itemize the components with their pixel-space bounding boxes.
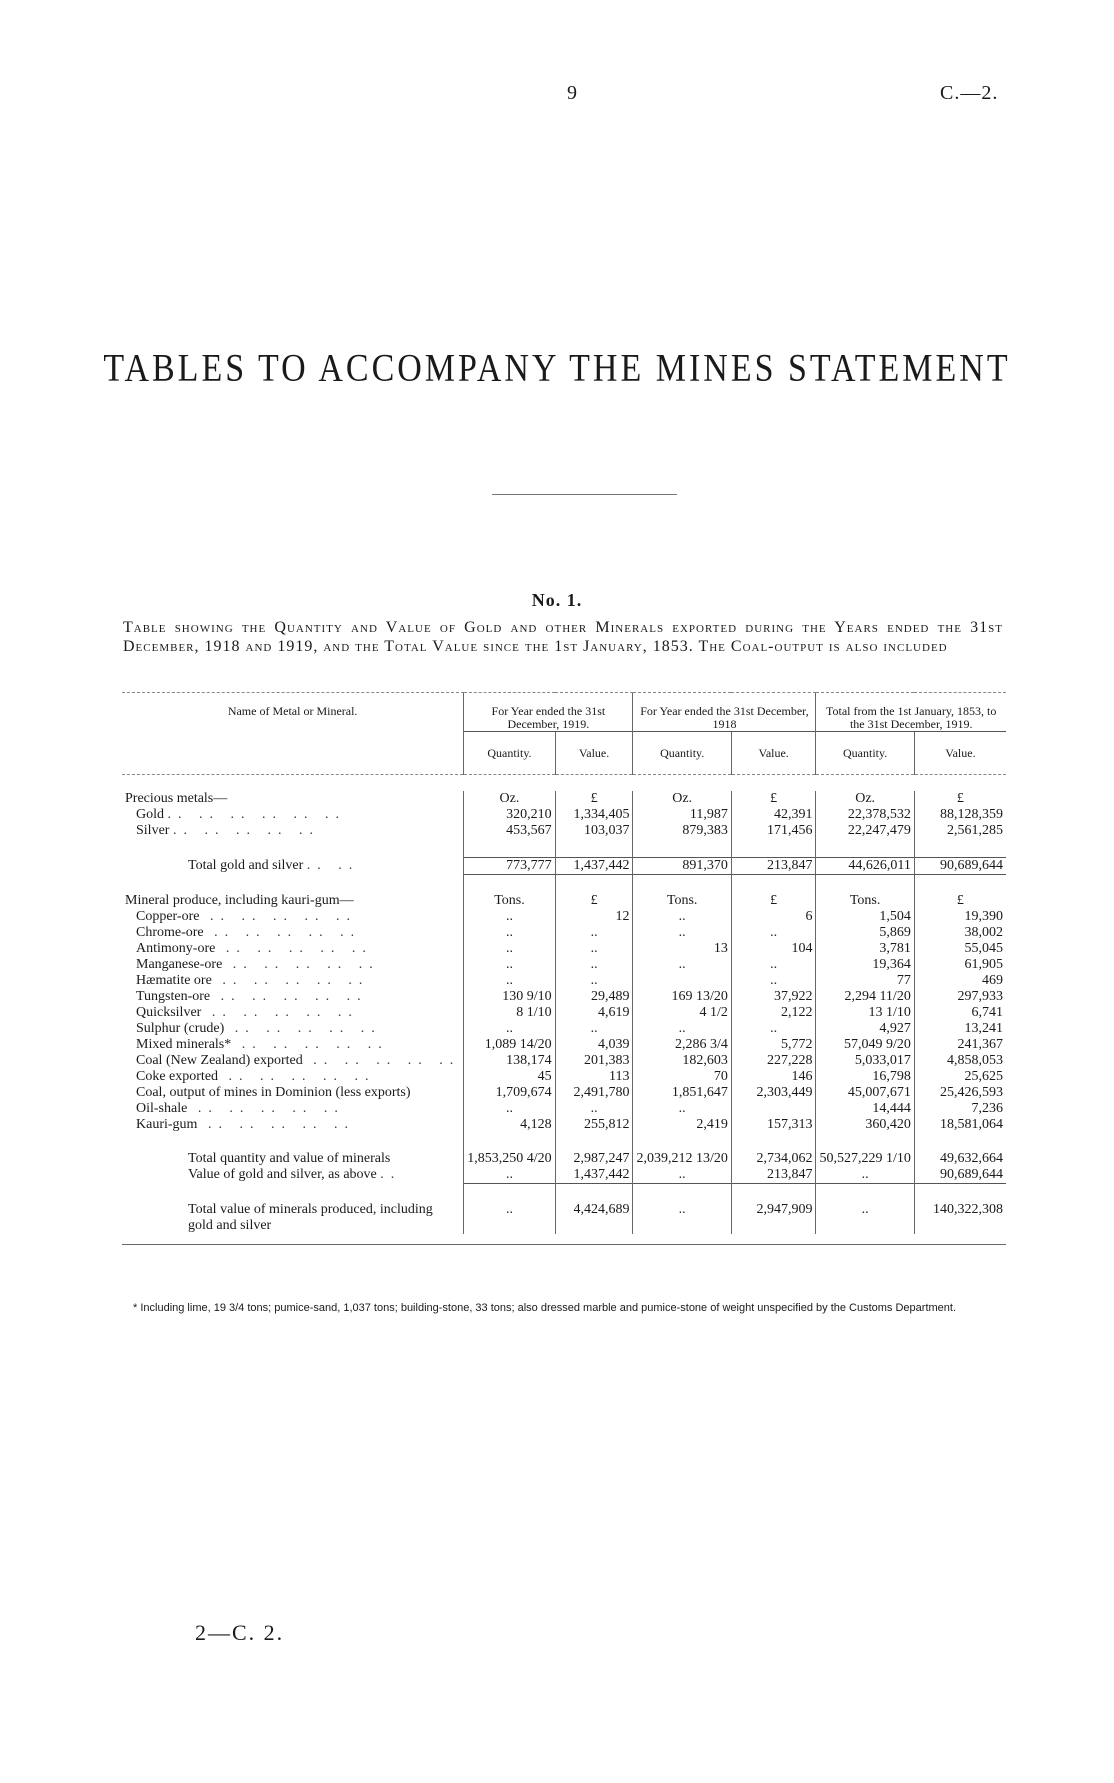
row-label: Manganese-ore .. .. .. .. .. — [136, 957, 380, 972]
unit-label: £ — [731, 893, 816, 909]
cell-value-1919: .. — [555, 973, 633, 989]
table-caption: Table showing the Quantity and Value of Gold and other Minerals exported during the Years ended the 31st December, 1918 and 1919, and the Total Value since the 1st January, 1853. The Coal-output is also included — [123, 619, 1003, 655]
group-header-1918: For Year ended the 31st December, 1918 — [633, 693, 816, 732]
table-row — [122, 925, 1006, 941]
cell-value-total: 7,236 — [914, 1101, 1006, 1117]
cell-value-1918: .. — [731, 973, 816, 989]
column-header-name: Name of Metal or Mineral. — [227, 704, 358, 718]
cell-value-1918: 2,122 — [731, 1005, 816, 1021]
page-title: TABLES TO ACCOMPANY THE MINES STATEMENT — [103, 347, 1011, 390]
table-row — [122, 1053, 1006, 1069]
section-heading-row — [122, 893, 1006, 909]
cell-quantity-total: 4,927 — [816, 1021, 914, 1037]
cell-quantity-1919: .. — [464, 1021, 555, 1037]
subheader-value-total: Value. — [914, 732, 1006, 775]
cell-value-1918: 2,303,449 — [731, 1085, 816, 1101]
cell-value-1919: 201,383 — [555, 1053, 633, 1069]
table-group-header-row — [122, 693, 1006, 732]
cell-value-total: 90,689,644 — [914, 1167, 1006, 1184]
row-label: Oil-shale .. .. .. .. .. — [136, 1101, 345, 1116]
cell-quantity-1918: .. — [633, 1101, 731, 1117]
row-label: Hæmatite ore .. .. .. .. .. — [136, 973, 370, 988]
row-label: Copper-ore .. .. .. .. .. — [136, 909, 357, 924]
cell-quantity-1918: 891,370 — [633, 858, 731, 875]
cell-value-1918: 2,947,909 — [731, 1202, 816, 1234]
cell-value-1918: 42,391 — [731, 807, 816, 823]
row-label: Total quantity and value of minerals — [188, 1151, 391, 1166]
cell-quantity-1919: 320,210 — [464, 807, 555, 823]
cell-quantity-total: 22,378,532 — [816, 807, 914, 823]
cell-quantity-total: 19,364 — [816, 957, 914, 973]
subheader-quantity-1918: Quantity. — [633, 732, 731, 775]
cell-value-1919: 4,039 — [555, 1037, 633, 1053]
grand-total-row — [122, 1202, 1006, 1234]
cell-quantity-1919: 8 1/10 — [464, 1005, 555, 1021]
cell-value-1918: 37,922 — [731, 989, 816, 1005]
cell-value-total: 25,426,593 — [914, 1085, 1006, 1101]
cell-value-1919: 113 — [555, 1069, 633, 1085]
cell-quantity-1919: 1,853,250 4/20 — [464, 1151, 555, 1167]
cell-value-total: 55,045 — [914, 941, 1006, 957]
row-label: Kauri-gum .. .. .. .. .. — [136, 1117, 355, 1132]
cell-value-1918: 171,456 — [731, 823, 816, 839]
cell-quantity-total: .. — [816, 1202, 914, 1234]
cell-quantity-total: 360,420 — [816, 1117, 914, 1133]
cell-quantity-1919: 45 — [464, 1069, 555, 1085]
table-row — [122, 909, 1006, 925]
section-heading-minerals: Mineral produce, including kauri-gum— — [125, 893, 354, 908]
cell-value-1919: .. — [555, 941, 633, 957]
table-row — [122, 1069, 1006, 1085]
cell-value-1918 — [731, 1101, 816, 1117]
cell-quantity-1918: 182,603 — [633, 1053, 731, 1069]
cell-quantity-1918: .. — [633, 1167, 731, 1184]
cell-value-1919: 2,987,247 — [555, 1151, 633, 1167]
row-label: Total value of minerals produced, including gold and silver — [188, 1202, 433, 1233]
total-row-minerals — [122, 1151, 1006, 1167]
subheader-quantity-1919: Quantity. — [464, 732, 555, 775]
subheader-value-1918: Value. — [731, 732, 816, 775]
cell-quantity-1918: .. — [633, 1021, 731, 1037]
table-row — [122, 989, 1006, 1005]
cell-value-1918: .. — [731, 1021, 816, 1037]
cell-value-1919: 4,619 — [555, 1005, 633, 1021]
group-header-total: Total from the 1st January, 1853, to the 31st December, 1919. — [816, 693, 1006, 732]
unit-label: £ — [555, 893, 633, 909]
cell-value-total: 6,741 — [914, 1005, 1006, 1021]
cell-quantity-1918: 4 1/2 — [633, 1005, 731, 1021]
cell-quantity-1918: .. — [633, 925, 731, 941]
unit-label: Tons. — [816, 893, 914, 909]
cell-quantity-total: 5,033,017 — [816, 1053, 914, 1069]
cell-value-total: 88,128,359 — [914, 807, 1006, 823]
cell-value-1918: .. — [731, 925, 816, 941]
cell-quantity-1919: 4,128 — [464, 1117, 555, 1133]
cell-quantity-total: 13 1/10 — [816, 1005, 914, 1021]
row-label: Coke exported .. .. .. .. .. — [136, 1069, 376, 1084]
cell-value-total: 49,632,664 — [914, 1151, 1006, 1167]
cell-value-1919: 12 — [555, 909, 633, 925]
cell-quantity-1919: .. — [464, 1101, 555, 1117]
mineral-rows — [122, 909, 1006, 1133]
cell-value-1919: .. — [555, 957, 633, 973]
cell-quantity-1919: 130 9/10 — [464, 989, 555, 1005]
row-label: Tungsten-ore .. .. .. .. .. — [136, 989, 368, 1004]
table-number: No. 1. — [531, 590, 583, 610]
cell-quantity-1919: .. — [464, 909, 555, 925]
cell-value-1919: .. — [555, 1101, 633, 1117]
cell-quantity-1919: 1,709,674 — [464, 1085, 555, 1101]
cell-value-total: 38,002 — [914, 925, 1006, 941]
table-footnote: * Including lime, 19 3/4 tons; pumice-sand, 1,037 tons; building-stone, 33 tons; also dressed marble and pumice-stone of weight unspecified by the Customs Department. — [133, 1302, 957, 1314]
minerals-table-container — [122, 692, 1006, 1245]
cell-quantity-1918: .. — [633, 957, 731, 973]
cell-value-1918: 213,847 — [731, 858, 816, 875]
row-label: Antimony-ore .. .. .. .. .. — [136, 941, 373, 956]
cell-quantity-1918: 11,987 — [633, 807, 731, 823]
cell-quantity-total: 1,504 — [816, 909, 914, 925]
cell-value-1918: 6 — [731, 909, 816, 925]
cell-value-1919: 103,037 — [555, 823, 633, 839]
unit-label: £ — [731, 791, 816, 807]
cell-quantity-1919: .. — [464, 925, 555, 941]
cell-value-1919: .. — [555, 925, 633, 941]
cell-quantity-1918: 1,851,647 — [633, 1085, 731, 1101]
row-label: Coal (New Zealand) exported .. .. .. .. .. — [136, 1053, 461, 1068]
subheader-value-1919: Value. — [555, 732, 633, 775]
cell-quantity-1919: 138,174 — [464, 1053, 555, 1069]
row-label: Sulphur (crude) .. .. .. .. .. — [136, 1021, 382, 1036]
cell-quantity-1919: .. — [464, 1202, 555, 1234]
cell-value-1919: 1,437,442 — [555, 1167, 633, 1184]
row-gold-silver-above — [122, 1167, 1006, 1184]
cell-value-1919: 4,424,689 — [555, 1202, 633, 1234]
cell-value-1919: 2,491,780 — [555, 1085, 633, 1101]
cell-quantity-total: 44,626,011 — [816, 858, 914, 875]
unit-label: Oz. — [464, 791, 555, 807]
page-number: 9 — [567, 82, 577, 104]
table-row — [122, 941, 1006, 957]
cell-value-total: 61,905 — [914, 957, 1006, 973]
cell-quantity-1918: .. — [633, 909, 731, 925]
row-label: Chrome-ore .. .. .. .. .. — [136, 925, 362, 940]
table-row — [122, 807, 1006, 823]
cell-quantity-total: .. — [816, 1167, 914, 1184]
cell-value-total: 2,561,285 — [914, 823, 1006, 839]
cell-quantity-1918: 2,419 — [633, 1117, 731, 1133]
cell-quantity-total: 50,527,229 1/10 — [816, 1151, 914, 1167]
section-heading-row — [122, 791, 1006, 807]
cell-value-1918: 227,228 — [731, 1053, 816, 1069]
row-label: Value of gold and silver, as above .. — [188, 1167, 402, 1183]
signature-mark: 2—C. 2. — [195, 1620, 285, 1645]
cell-quantity-1918: 169 13/20 — [633, 989, 731, 1005]
cell-value-1918: 146 — [731, 1069, 816, 1085]
cell-quantity-total: 3,781 — [816, 941, 914, 957]
table-row — [122, 1037, 1006, 1053]
cell-value-total: 90,689,644 — [914, 858, 1006, 875]
cell-value-total: 4,858,053 — [914, 1053, 1006, 1069]
cell-value-total: 140,322,308 — [914, 1202, 1006, 1234]
unit-label: Oz. — [816, 791, 914, 807]
document-reference: C.—2. — [940, 82, 999, 104]
cell-value-total: 241,367 — [914, 1037, 1006, 1053]
unit-label: £ — [555, 791, 633, 807]
cell-value-total: 13,241 — [914, 1021, 1006, 1037]
row-label: Total gold and silver .. .. — [188, 858, 360, 873]
cell-quantity-1918: 2,039,212 13/20 — [633, 1151, 731, 1167]
cell-value-total: 297,933 — [914, 989, 1006, 1005]
row-label: Gold .. .. .. .. .. .. — [136, 807, 346, 822]
cell-quantity-1919: 453,567 — [464, 823, 555, 839]
cell-quantity-total: 45,007,671 — [816, 1085, 914, 1101]
table-row — [122, 1005, 1006, 1021]
cell-value-1919: 29,489 — [555, 989, 633, 1005]
cell-quantity-total: 57,049 9/20 — [816, 1037, 914, 1053]
table-row — [122, 973, 1006, 989]
cell-quantity-1918: .. — [633, 1202, 731, 1234]
cell-quantity-1918: 879,383 — [633, 823, 731, 839]
cell-quantity-total: 5,869 — [816, 925, 914, 941]
cell-quantity-1918 — [633, 973, 731, 989]
total-row-gold-silver — [122, 858, 1006, 875]
table-row — [122, 957, 1006, 973]
unit-label: £ — [914, 893, 1006, 909]
cell-value-1919: 1,334,405 — [555, 807, 633, 823]
subheader-quantity-total: Quantity. — [816, 732, 914, 775]
cell-value-total: 469 — [914, 973, 1006, 989]
cell-value-1918: 213,847 — [731, 1167, 816, 1184]
cell-quantity-total: 16,798 — [816, 1069, 914, 1085]
row-label: Mixed minerals* .. .. .. .. .. — [136, 1037, 389, 1052]
cell-quantity-1918: 70 — [633, 1069, 731, 1085]
table-row — [122, 1085, 1006, 1101]
table-row — [122, 1101, 1006, 1117]
cell-value-1918: 157,313 — [731, 1117, 816, 1133]
cell-quantity-1919: 773,777 — [464, 858, 555, 875]
cell-value-1918: 104 — [731, 941, 816, 957]
cell-value-total: 18,581,064 — [914, 1117, 1006, 1133]
cell-value-1918: 2,734,062 — [731, 1151, 816, 1167]
cell-value-1919: 1,437,442 — [555, 858, 633, 875]
table-row — [122, 1021, 1006, 1037]
cell-quantity-total: 2,294 11/20 — [816, 989, 914, 1005]
cell-quantity-total: 22,247,479 — [816, 823, 914, 839]
row-label: Coal, output of mines in Dominion (less exports) — [136, 1085, 411, 1100]
unit-label: Tons. — [633, 893, 731, 909]
group-header-1919: For Year ended the 31st December, 1919. — [464, 693, 633, 732]
table-row — [122, 823, 1006, 839]
unit-label: £ — [914, 791, 1006, 807]
row-label: Quicksilver .. .. .. .. .. — [136, 1005, 359, 1020]
cell-value-1918: 5,772 — [731, 1037, 816, 1053]
minerals-export-table — [122, 692, 1006, 1245]
cell-value-1919: 255,812 — [555, 1117, 633, 1133]
cell-quantity-1918: 13 — [633, 941, 731, 957]
section-heading-precious: Precious metals— — [125, 791, 228, 806]
title-divider — [492, 494, 677, 495]
cell-quantity-1919: .. — [464, 1167, 555, 1184]
cell-value-1919: .. — [555, 1021, 633, 1037]
cell-quantity-1919: .. — [464, 941, 555, 957]
cell-quantity-1919: .. — [464, 973, 555, 989]
cell-value-1918: .. — [731, 957, 816, 973]
unit-label: Tons. — [464, 893, 555, 909]
row-label: Silver .. .. .. .. .. — [136, 823, 320, 838]
table-row — [122, 1117, 1006, 1133]
cell-quantity-1919: .. — [464, 957, 555, 973]
cell-value-total: 25,625 — [914, 1069, 1006, 1085]
cell-quantity-total: 14,444 — [816, 1101, 914, 1117]
cell-value-total: 19,390 — [914, 909, 1006, 925]
cell-quantity-total: 77 — [816, 973, 914, 989]
unit-label: Oz. — [633, 791, 731, 807]
cell-quantity-1918: 2,286 3/4 — [633, 1037, 731, 1053]
cell-quantity-1919: 1,089 14/20 — [464, 1037, 555, 1053]
